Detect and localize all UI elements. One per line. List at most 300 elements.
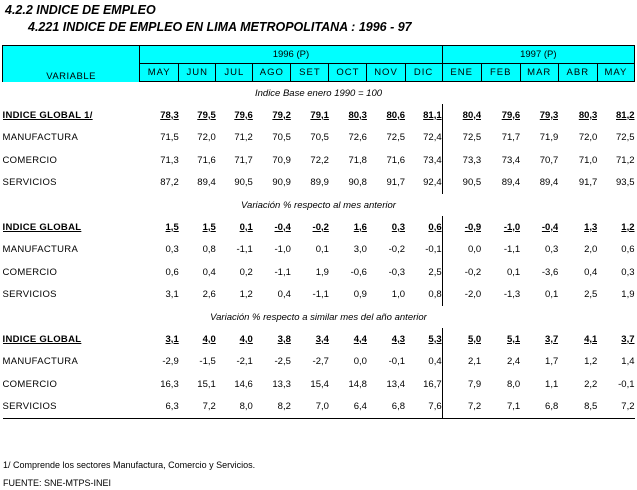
cell-value: 72,4 — [423, 132, 442, 144]
data-cell — [216, 284, 253, 307]
table-row — [3, 396, 635, 419]
data-cell — [140, 373, 179, 396]
data-cell — [520, 216, 558, 239]
cell-value: -0,1 — [618, 378, 635, 390]
data-cell — [329, 328, 367, 351]
cell-value: 5,0 — [467, 333, 482, 345]
cell-value: 3,0 — [353, 244, 367, 256]
cell-value: 80,4 — [462, 109, 482, 121]
cell-value: -1,5 — [199, 356, 216, 368]
data-cell — [558, 239, 597, 262]
data-cell — [481, 351, 520, 374]
cell-value: 7,2 — [467, 401, 482, 413]
data-cell — [558, 351, 597, 374]
data-cell — [140, 261, 179, 284]
data-cell — [179, 373, 216, 396]
month-header: JUL — [216, 64, 253, 82]
cell-value: 1,3 — [584, 221, 598, 233]
cell-value: 0,3 — [391, 221, 406, 233]
table-row — [3, 104, 635, 127]
cell-value: -2,7 — [312, 356, 329, 368]
cell-value: 89,4 — [501, 177, 521, 189]
data-cell — [520, 328, 558, 351]
cell-value: -1,0 — [274, 244, 291, 256]
cell-value: 0,4 — [277, 289, 291, 301]
data-cell — [481, 172, 520, 195]
data-cell — [442, 104, 481, 127]
cell-value: -1,3 — [503, 289, 521, 301]
cell-value: 3,4 — [315, 333, 329, 345]
cell-value: 91,7 — [578, 177, 598, 189]
cell-value: 3,7 — [545, 333, 559, 345]
data-cell — [442, 351, 481, 374]
table-row — [3, 261, 635, 284]
table-row — [3, 239, 635, 262]
cell-value: -2,9 — [162, 356, 179, 368]
cell-value: 8,0 — [507, 378, 521, 390]
table-row — [3, 351, 635, 374]
data-cell — [140, 172, 179, 195]
cell-value: 0,1 — [545, 289, 559, 301]
data-cell — [179, 149, 216, 172]
cell-value: 87,2 — [160, 177, 179, 189]
row-label: COMERCIO — [2, 378, 58, 390]
row-label: SERVICIOS — [2, 289, 57, 301]
data-cell — [481, 328, 520, 351]
data-cell — [442, 149, 481, 172]
cell-value: 1,5 — [165, 221, 179, 233]
cell-value: -2,1 — [236, 356, 253, 368]
cell-value: 2,1 — [467, 356, 482, 368]
cell-value: 90,5 — [234, 177, 253, 189]
data-cell — [329, 373, 367, 396]
data-cell — [597, 261, 634, 284]
cell-value: 0,3 — [545, 244, 559, 256]
data-cell — [329, 284, 367, 307]
data-cell — [291, 127, 329, 150]
cell-value: 0,8 — [428, 289, 442, 301]
data-cell — [140, 284, 179, 307]
data-cell — [520, 104, 558, 127]
cell-value: 4,0 — [239, 333, 253, 345]
data-cell — [442, 127, 481, 150]
cell-value: 1,9 — [315, 266, 329, 278]
data-cell — [405, 149, 442, 172]
cell-value: 81,2 — [616, 109, 635, 121]
cell-value: 1,7 — [545, 356, 559, 368]
cell-value: 93,5 — [616, 177, 635, 189]
cell-value: 73,3 — [462, 154, 482, 166]
data-cell — [253, 104, 291, 127]
cell-value: -0,2 — [464, 266, 482, 278]
data-cell — [520, 127, 558, 150]
data-cell — [179, 127, 216, 150]
data-cell — [179, 104, 216, 127]
month-header: AGO — [253, 64, 291, 82]
data-cell — [291, 373, 329, 396]
cell-value: 71,2 — [234, 132, 253, 144]
cell-value: 71,2 — [616, 154, 635, 166]
section-title-row — [3, 306, 635, 328]
data-cell — [558, 284, 597, 307]
cell-value: 80,3 — [348, 109, 367, 121]
cell-value: 8,2 — [277, 401, 291, 413]
data-cell — [140, 149, 179, 172]
cell-value: 2,6 — [202, 289, 216, 301]
cell-value: 0,6 — [165, 266, 179, 278]
cell-value: -0,1 — [425, 244, 442, 256]
data-cell — [520, 284, 558, 307]
cell-value: 71,8 — [348, 154, 367, 166]
data-cell — [597, 216, 634, 239]
data-cell — [291, 284, 329, 307]
data-cell — [558, 104, 597, 127]
data-cell — [179, 396, 216, 419]
data-cell — [179, 351, 216, 374]
data-cell — [405, 284, 442, 307]
cell-value: 5,3 — [428, 333, 442, 345]
cell-value: 7,9 — [467, 378, 482, 390]
data-cell — [179, 216, 216, 239]
data-cell — [520, 351, 558, 374]
year-1997-header: 1997 (P) — [442, 46, 634, 64]
month-header: NOV — [367, 64, 405, 82]
data-cell — [520, 373, 558, 396]
cell-value: -1,0 — [503, 221, 521, 233]
cell-value: 6,4 — [353, 401, 367, 413]
data-cell — [597, 127, 634, 150]
data-cell — [329, 149, 367, 172]
cell-value: 89,4 — [539, 177, 559, 189]
data-cell — [405, 373, 442, 396]
cell-value: 79,5 — [197, 109, 216, 121]
cell-value: 0,2 — [239, 266, 253, 278]
data-cell — [481, 127, 520, 150]
data-cell — [442, 261, 481, 284]
month-header: SET — [291, 64, 329, 82]
data-cell — [179, 261, 216, 284]
cell-value: 72,0 — [197, 132, 216, 144]
data-cell — [481, 284, 520, 307]
data-cell — [367, 127, 405, 150]
data-cell — [481, 261, 520, 284]
data-cell — [253, 396, 291, 419]
cell-value: 70,7 — [539, 154, 559, 166]
data-cell — [520, 239, 558, 262]
data-cell — [597, 149, 634, 172]
data-cell — [481, 149, 520, 172]
cell-value: 1,0 — [391, 289, 406, 301]
cell-value: 79,2 — [272, 109, 291, 121]
year-1996-header: 1996 (P) — [140, 46, 442, 64]
data-cell — [597, 396, 634, 419]
cell-value: 79,6 — [234, 109, 253, 121]
data-cell — [558, 373, 597, 396]
cell-value: 0,8 — [202, 244, 216, 256]
cell-value: 72,5 — [386, 132, 406, 144]
data-cell — [442, 284, 481, 307]
cell-value: 5,1 — [507, 333, 521, 345]
data-cell — [253, 373, 291, 396]
footnote: 1/ Comprende los sectores Manufactura, Comercio y Servicios. — [3, 460, 256, 470]
data-cell — [367, 239, 405, 262]
data-cell — [253, 149, 291, 172]
cell-value: -1,1 — [274, 266, 291, 278]
data-cell — [481, 396, 520, 419]
table-row — [3, 216, 635, 239]
row-label: COMERCIO — [2, 154, 58, 166]
cell-value: 79,6 — [501, 109, 521, 121]
data-cell — [481, 239, 520, 262]
cell-value: 14,6 — [234, 378, 253, 390]
cell-value: 0,3 — [165, 244, 179, 256]
cell-value: 2,2 — [584, 378, 598, 390]
cell-value: -1,1 — [503, 244, 521, 256]
data-cell — [405, 172, 442, 195]
variable-header: VARIABLE — [3, 46, 140, 82]
cell-value: -0,4 — [274, 221, 291, 233]
table-title: 4.221 INDICE DE EMPLEO EN LIMA METROPOLITANA : 1996 - 97 — [28, 20, 412, 34]
data-cell — [140, 216, 179, 239]
cell-value: 1,6 — [353, 221, 367, 233]
data-cell — [442, 216, 481, 239]
cell-value: 4,4 — [353, 333, 367, 345]
cell-value: -0,9 — [464, 221, 482, 233]
cell-value: 3,1 — [165, 333, 179, 345]
cell-value: 0,4 — [584, 266, 598, 278]
cell-value: 0,1 — [507, 266, 521, 278]
table-row — [3, 373, 635, 396]
data-cell — [520, 172, 558, 195]
data-cell — [405, 104, 442, 127]
cell-value: 0,6 — [428, 221, 442, 233]
data-cell — [291, 351, 329, 374]
data-cell — [291, 261, 329, 284]
data-cell — [216, 239, 253, 262]
data-cell — [291, 104, 329, 127]
cell-value: 71,6 — [386, 154, 406, 166]
data-cell — [481, 104, 520, 127]
data-cell — [253, 216, 291, 239]
data-cell — [329, 351, 367, 374]
cell-value: 0,0 — [353, 356, 367, 368]
cell-value: 71,3 — [160, 154, 179, 166]
cell-value: 0,4 — [428, 356, 442, 368]
cell-value: 6,8 — [391, 401, 406, 413]
cell-value: 79,1 — [310, 109, 329, 121]
cell-value: 80,3 — [578, 109, 598, 121]
data-cell — [216, 172, 253, 195]
cell-value: 0,4 — [202, 266, 216, 278]
data-cell — [367, 328, 405, 351]
table-row — [3, 127, 635, 150]
data-cell — [481, 216, 520, 239]
cell-value: 71,7 — [234, 154, 253, 166]
cell-value: 3,8 — [277, 333, 291, 345]
data-cell — [405, 396, 442, 419]
cell-value: 2,4 — [507, 356, 521, 368]
cell-value: 92,4 — [423, 177, 442, 189]
row-label: COMERCIO — [2, 266, 58, 278]
data-cell — [216, 149, 253, 172]
cell-value: 13,3 — [272, 378, 291, 390]
data-cell — [253, 172, 291, 195]
section-heading: Variación % respecto a similar mes del año anterior — [210, 311, 427, 323]
cell-value: 90,5 — [462, 177, 482, 189]
data-cell — [329, 216, 367, 239]
data-cell — [597, 172, 634, 195]
data-cell — [442, 172, 481, 195]
data-cell — [253, 239, 291, 262]
cell-value: 89,4 — [197, 177, 216, 189]
cell-value: 2,0 — [584, 244, 598, 256]
data-cell — [216, 328, 253, 351]
cell-value: -1,1 — [312, 289, 329, 301]
cell-value: 7,2 — [621, 401, 635, 413]
table-row — [3, 172, 635, 195]
row-label: INDICE GLOBAL 1/ — [2, 109, 93, 121]
cell-value: -0,4 — [541, 221, 559, 233]
cell-value: 71,7 — [501, 132, 521, 144]
section-heading: Indice Base enero 1990 = 100 — [254, 87, 383, 99]
section-title-row — [3, 194, 635, 216]
cell-value: 4,3 — [391, 333, 406, 345]
month-header: DIC — [405, 64, 442, 82]
cell-value: 73,4 — [423, 154, 442, 166]
data-cell — [140, 396, 179, 419]
month-header: ENE — [442, 64, 481, 82]
cell-value: -0,6 — [350, 266, 367, 278]
data-cell — [291, 172, 329, 195]
cell-value: 79,3 — [539, 109, 559, 121]
table-row — [3, 284, 635, 307]
cell-value: 13,4 — [386, 378, 406, 390]
cell-value: 7,0 — [315, 401, 329, 413]
cell-value: 0,1 — [239, 221, 253, 233]
data-cell — [442, 396, 481, 419]
data-cell — [558, 328, 597, 351]
data-cell — [367, 396, 405, 419]
data-cell — [329, 396, 367, 419]
cell-value: 71,9 — [539, 132, 559, 144]
cell-value: 72,5 — [462, 132, 482, 144]
data-cell — [597, 328, 634, 351]
cell-value: 8,5 — [584, 401, 598, 413]
month-header: MAY — [140, 64, 179, 82]
cell-value: 1,9 — [621, 289, 635, 301]
table-row — [3, 328, 635, 351]
table-body — [3, 46, 635, 419]
cell-value: 15,4 — [310, 378, 329, 390]
data-cell — [291, 149, 329, 172]
row-label: SERVICIOS — [2, 177, 57, 189]
cell-value: 72,0 — [578, 132, 598, 144]
data-cell — [253, 351, 291, 374]
cell-value: 6,8 — [545, 401, 559, 413]
cell-value: 72,6 — [348, 132, 367, 144]
cell-value: 3,7 — [621, 333, 635, 345]
header-row-years — [3, 46, 635, 64]
data-cell — [367, 261, 405, 284]
table-row — [3, 149, 635, 172]
data-cell — [140, 104, 179, 127]
cell-value: 70,5 — [310, 132, 329, 144]
cell-value: 3,1 — [165, 289, 179, 301]
data-cell — [558, 149, 597, 172]
row-label: INDICE GLOBAL — [2, 333, 82, 345]
data-cell — [216, 216, 253, 239]
row-label: INDICE GLOBAL — [2, 221, 82, 233]
data-cell — [442, 328, 481, 351]
cell-value: -2,0 — [464, 289, 482, 301]
data-cell — [291, 328, 329, 351]
row-label: MANUFACTURA — [2, 132, 79, 144]
data-cell — [216, 261, 253, 284]
cell-value: 16,7 — [423, 378, 442, 390]
section-title: 4.2.2 INDICE DE EMPLEO — [5, 3, 156, 17]
data-cell — [140, 351, 179, 374]
data-cell — [405, 328, 442, 351]
data-cell — [179, 239, 216, 262]
data-cell — [367, 284, 405, 307]
data-cell — [442, 239, 481, 262]
data-cell — [291, 216, 329, 239]
data-cell — [558, 127, 597, 150]
cell-value: 1,2 — [584, 356, 598, 368]
cell-value: 1,5 — [202, 221, 216, 233]
cell-value: 0,3 — [621, 266, 635, 278]
data-cell — [405, 127, 442, 150]
data-cell — [520, 261, 558, 284]
section-title-row — [3, 82, 635, 105]
data-cell — [216, 396, 253, 419]
cell-value: 0,1 — [315, 244, 329, 256]
cell-value: 2,5 — [584, 289, 598, 301]
cell-value: 2,5 — [428, 266, 442, 278]
cell-value: -0,2 — [312, 221, 329, 233]
cell-value: 90,8 — [348, 177, 367, 189]
cell-value: 4,1 — [584, 333, 598, 345]
cell-value: 89,9 — [310, 177, 329, 189]
cell-value: 4,0 — [202, 333, 216, 345]
month-header: ABR — [558, 64, 597, 82]
cell-value: 70,5 — [272, 132, 291, 144]
data-cell — [597, 373, 634, 396]
data-cell — [253, 261, 291, 284]
data-cell — [140, 127, 179, 150]
data-cell — [367, 104, 405, 127]
cell-value: 1,1 — [545, 378, 559, 390]
data-cell — [216, 373, 253, 396]
data-cell — [179, 328, 216, 351]
employment-index-table — [2, 45, 635, 419]
data-cell — [140, 239, 179, 262]
source-note: FUENTE: SNE-MTPS-INEI — [3, 478, 112, 488]
data-cell — [367, 216, 405, 239]
data-cell — [558, 216, 597, 239]
cell-value: 7,1 — [507, 401, 521, 413]
cell-value: 7,6 — [428, 401, 442, 413]
cell-value: 8,0 — [239, 401, 253, 413]
cell-value: 91,7 — [386, 177, 406, 189]
month-header: MAR — [520, 64, 558, 82]
cell-value: 1,2 — [239, 289, 253, 301]
cell-value: 0,6 — [621, 244, 635, 256]
data-cell — [329, 127, 367, 150]
data-cell — [597, 351, 634, 374]
data-cell — [253, 328, 291, 351]
cell-value: -1,1 — [236, 244, 253, 256]
